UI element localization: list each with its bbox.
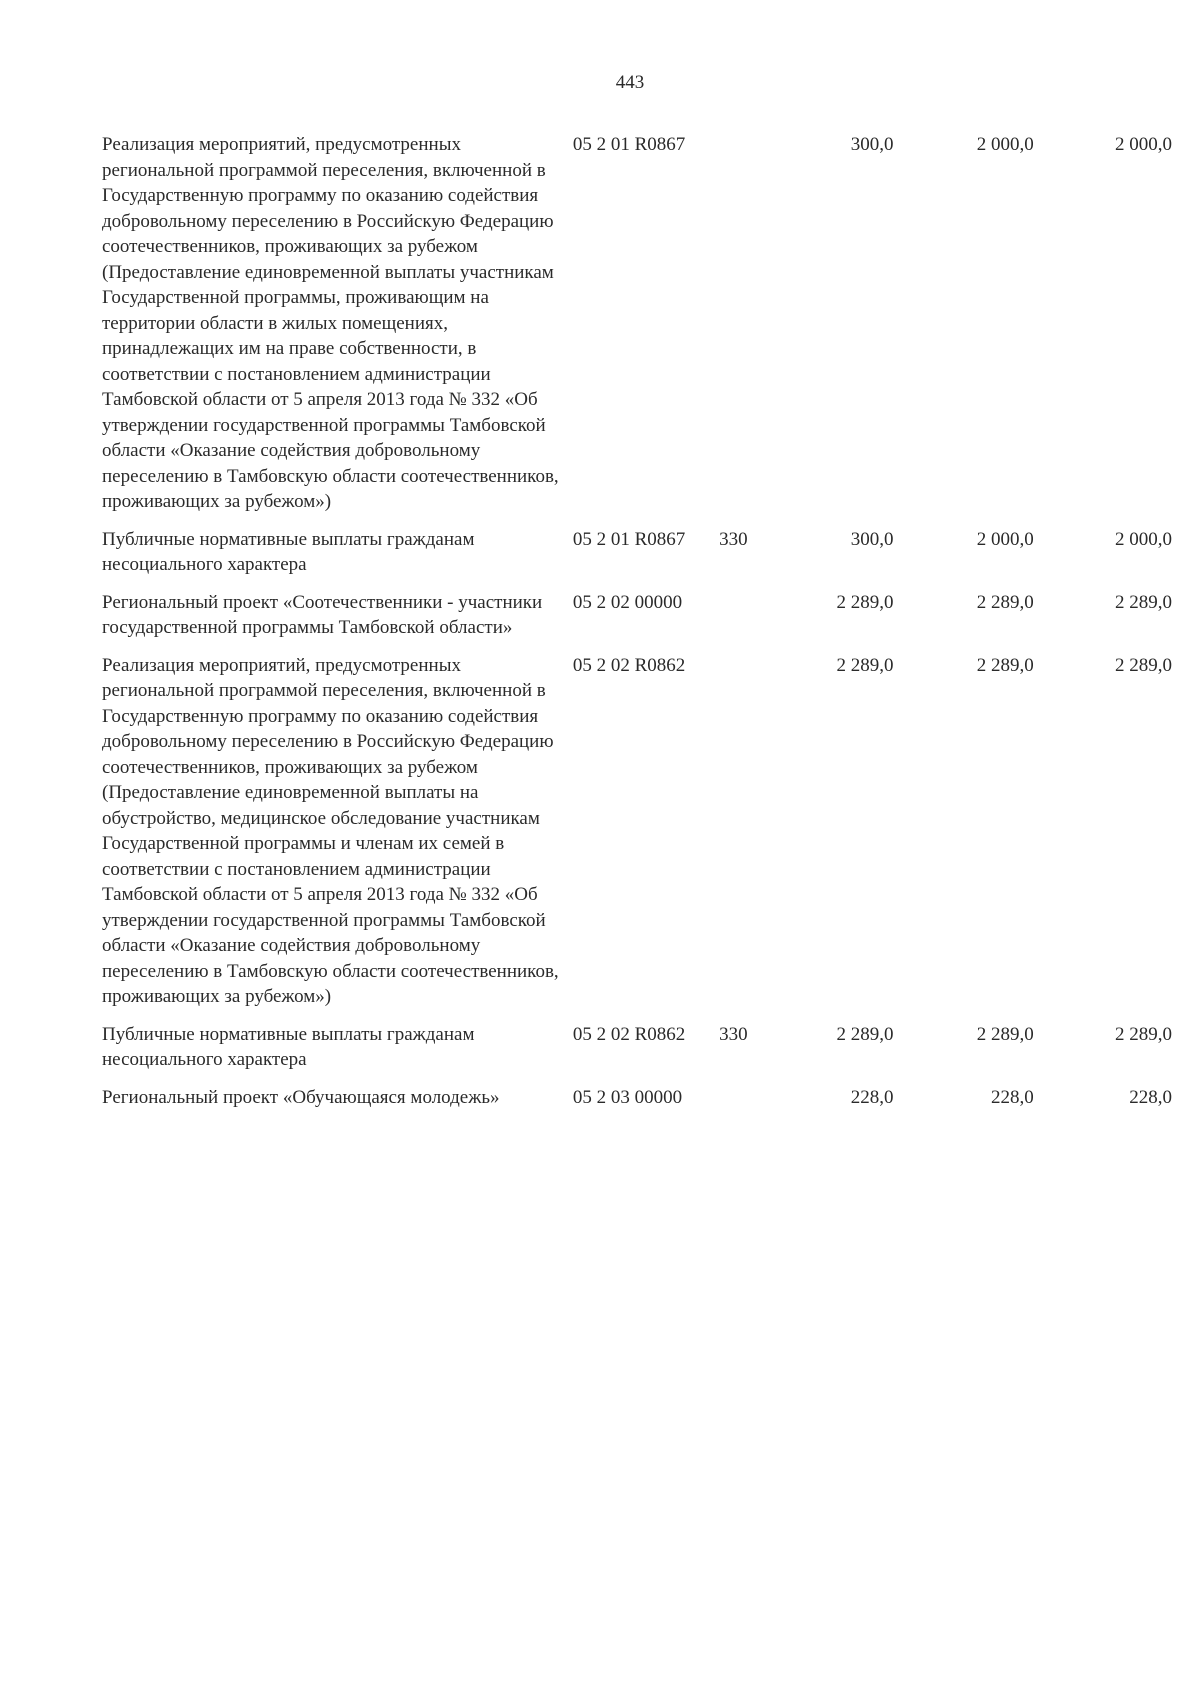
row-value-1: 2 289,0	[836, 1023, 894, 1045]
row-value-3: 2 289,0	[1115, 591, 1172, 613]
table-row	[102, 132, 1172, 527]
row-type	[719, 590, 771, 653]
row-value-1: 2 289,0	[836, 654, 894, 676]
row-value-3: 2 289,0	[1115, 1023, 1172, 1045]
row-name: Региональный проект «Соотечественники - участники государственной программы Тамбовской области»	[102, 591, 543, 638]
row-value-1: 300,0	[850, 528, 894, 550]
row-value-1: 300,0	[850, 134, 894, 155]
row-type	[719, 1085, 771, 1123]
row-name: Публичные нормативные выплаты гражданам несоциального характера	[102, 1023, 475, 1070]
row-value-3: 2 000,0	[1115, 134, 1172, 155]
row-type	[719, 653, 771, 1022]
row-name: Региональный проект «Обучающаяся молодежь»	[102, 1086, 500, 1108]
row-value-2: 2 289,0	[976, 1023, 1034, 1045]
row-value-2: 2 289,0	[976, 591, 1034, 613]
row-code: 05 2 03 00000	[572, 1086, 683, 1108]
row-code: 05 2 01 R0867	[572, 528, 686, 550]
row-value-3: 228,0	[1129, 1086, 1172, 1108]
budget-table	[102, 132, 1172, 1122]
row-code: 05 2 02 R0862	[572, 1023, 686, 1045]
row-value-1: 2 289,0	[836, 591, 894, 613]
row-type: 330	[719, 528, 748, 550]
row-code: 05 2 02 R0862	[572, 654, 686, 676]
table-row	[102, 527, 1172, 590]
page-number: 443	[615, 72, 645, 93]
row-type: 330	[719, 1023, 748, 1045]
table-row	[102, 653, 1172, 1022]
row-code: 05 2 02 00000	[572, 591, 683, 613]
row-value-1: 228,0	[850, 1086, 894, 1108]
row-value-2: 2 289,0	[976, 654, 1034, 676]
row-value-2: 2 000,0	[976, 528, 1034, 550]
row-type	[719, 132, 771, 527]
table-row	[102, 590, 1172, 653]
row-name: Публичные нормативные выплаты гражданам несоциального характера	[102, 528, 475, 575]
row-value-2: 2 000,0	[976, 134, 1034, 155]
row-name: Реализация мероприятий, предусмотренных региональной программой переселения, включенной в Государственную программу по оказанию содействия добровольному переселению в Российскую Федерацию соотечественников, проживающих за рубежом (Предоставление единовременной выплаты участникам Государственной программы, проживающим на территории области в жилых помещениях, принадлежащих им на праве собственности, в соответствии с постановлением администрации Тамбовской области от 5 апреля 2013 года № 332 «Об утверждении государственной программы Тамбовской области «Оказание содействия добровольному переселению в Тамбовскую области соотечественников, проживающих за рубежом»)	[102, 134, 559, 512]
row-value-3: 2 289,0	[1115, 654, 1172, 676]
row-value-3: 2 000,0	[1115, 528, 1172, 550]
row-code: 05 2 01 R0867	[572, 134, 686, 155]
row-value-2: 228,0	[990, 1086, 1034, 1108]
table-row	[102, 1022, 1172, 1085]
row-name: Реализация мероприятий, предусмотренных региональной программой переселения, включенной в Государственную программу по оказанию содействия добровольному переселению в Российскую Федерацию соотечественников, проживающих за рубежом (Предоставление единовременной выплаты на обустройство, медицинское обследование участникам Государственной программы и членам их семей в соответствии с постановлением администрации Тамбовской области от 5 апреля 2013 года № 332 «Об утверждении государственной программы Тамбовской области «Оказание содействия добровольному переселению в Тамбовскую области соотечественников, проживающих за рубежом»)	[102, 654, 559, 1007]
table-row	[102, 1085, 1172, 1123]
